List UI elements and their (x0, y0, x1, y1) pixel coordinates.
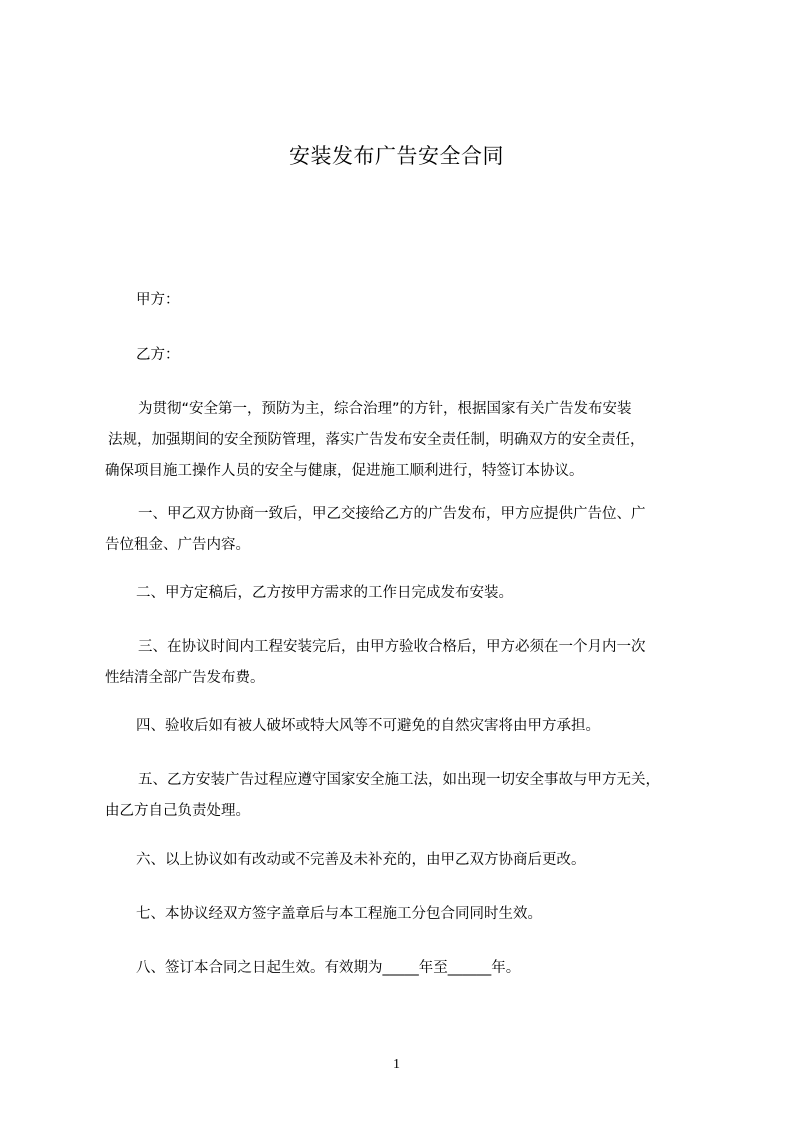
preamble-line: 为贯彻“安全第一，预防为主，综合治理”的方针，根据国家有关广告发布安装 (138, 401, 632, 417)
clause-line: 性结清全部广告发布费。 (105, 670, 265, 686)
clause-line: 由乙方自己负责处理。 (105, 803, 250, 819)
clause-line: 告位租金、广告内容。 (105, 537, 250, 553)
clause-line: 一、甲乙双方协商一致后，甲乙交接给乙方的广告发布，甲方应提供广告位、广 (138, 506, 646, 522)
preamble-line: 确保项目施工操作人员的安全与健康，促进施工顺利进行，特签订本协议。 (105, 463, 584, 479)
clause-line: 五、乙方安装广告过程应遵守国家安全施工法，如出现一切安全事故与甲方无关， (138, 772, 660, 788)
clause-2: 二、甲方定稿后，乙方按甲方需求的工作日完成发布安装。 (136, 585, 513, 601)
party-a-label: 甲方： (136, 292, 180, 308)
preamble-paragraph (105, 394, 705, 487)
clause-7: 七、本协议经双方签字盖章后与本工程施工分包合同同时生效。 (136, 906, 542, 922)
clause-8: 八、签订本合同之日起生效。有效期为_____年至______年。 (136, 960, 521, 976)
page-number: 1 (393, 1057, 400, 1072)
clause-6: 六、以上协议如有改动或不完善及未补充的，由甲乙双方协商后更改。 (136, 852, 586, 868)
document-title: 安装发布广告安全合同 (289, 144, 504, 168)
preamble-line: 法规，加强期间的安全预防管理，落实广告发布安全责任制，明确双方的安全责任， (108, 432, 645, 448)
clause-5 (105, 765, 705, 827)
clause-4: 四、验收后如有被人破坏或特大风等不可避免的自然灾害将由甲方承担。 (136, 718, 600, 734)
party-b-label: 乙方： (136, 347, 180, 363)
clause-line: 三、在协议时间内工程安装完后，由甲方验收合格后，甲方必须在一个月内一次 (138, 639, 646, 655)
clause-3 (105, 632, 705, 694)
clause-1 (105, 499, 705, 561)
